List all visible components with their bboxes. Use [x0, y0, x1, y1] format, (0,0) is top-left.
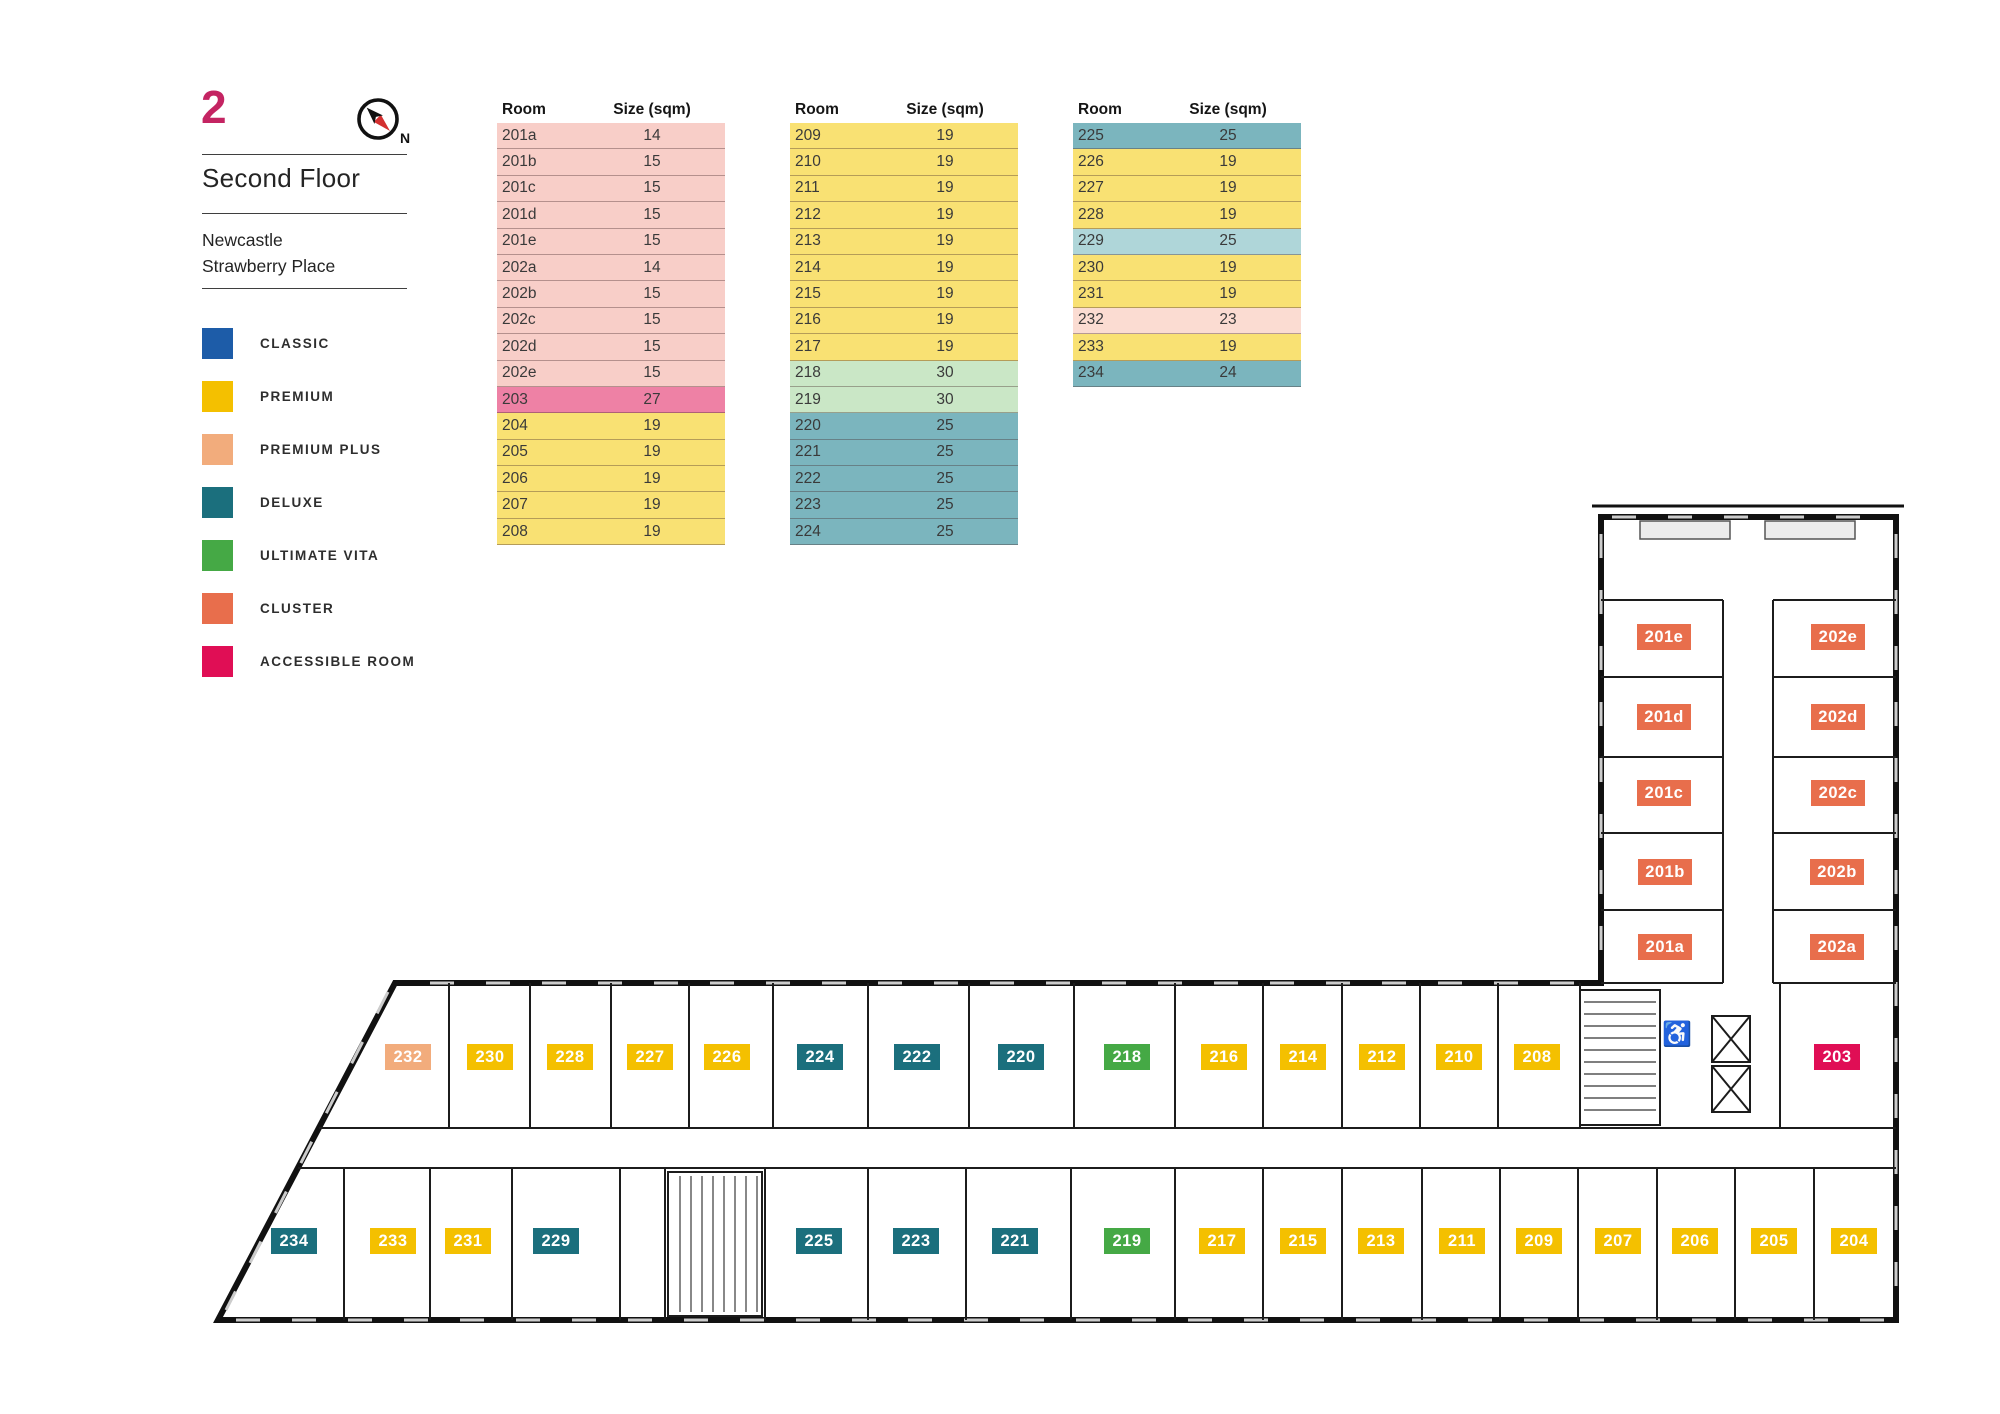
- stairwell-core: [1580, 990, 1660, 1125]
- size-cell: 19: [936, 232, 954, 250]
- room-cell: 201c: [502, 179, 536, 197]
- room-cell: 203: [502, 390, 528, 408]
- room-badge-206: 206: [1672, 1228, 1718, 1254]
- room-cell: 207: [502, 496, 528, 514]
- size-cell: 19: [1219, 285, 1237, 303]
- room-cell: 226: [1078, 153, 1104, 171]
- room-cell: 202c: [502, 311, 536, 329]
- room-cell: 201d: [502, 205, 537, 223]
- room-badge-224: 224: [797, 1044, 843, 1070]
- room-cell: 201b: [502, 153, 537, 171]
- room-cell: 214: [795, 258, 821, 276]
- location-line-2: Strawberry Place: [202, 256, 336, 276]
- room-cell: 229: [1078, 232, 1104, 250]
- size-cell: 23: [1219, 311, 1237, 329]
- size-cell: 19: [643, 443, 661, 461]
- room-cell: 202e: [502, 364, 537, 382]
- room-badge-218: 218: [1104, 1044, 1150, 1070]
- room-badge-204: 204: [1831, 1228, 1877, 1254]
- room-cell: 232: [1078, 311, 1104, 329]
- legend-label: CLUSTER: [260, 601, 335, 616]
- room-badge-214: 214: [1280, 1044, 1326, 1070]
- table-header-room: Room: [502, 100, 546, 118]
- size-cell: 14: [643, 258, 661, 276]
- room-badge-217: 217: [1199, 1228, 1245, 1254]
- size-cell: 15: [643, 285, 661, 303]
- room-cell: 210: [795, 153, 821, 171]
- room-cell: 204: [502, 416, 528, 434]
- size-cell: 15: [643, 205, 661, 223]
- size-cell: 14: [643, 126, 661, 144]
- room-cell: 223: [795, 496, 821, 514]
- size-cell: 25: [936, 469, 954, 487]
- room-cell: 212: [795, 205, 821, 223]
- size-cell: 19: [643, 469, 661, 487]
- room-badge-225: 225: [796, 1228, 842, 1254]
- room-badge-201c: 201c: [1637, 780, 1691, 806]
- size-cell: 25: [936, 496, 954, 514]
- room-cell: 205: [502, 443, 528, 461]
- room-badge-234: 234: [271, 1228, 317, 1254]
- room-cell: 217: [795, 337, 821, 355]
- room-cell: 224: [795, 522, 821, 540]
- size-cell: 19: [936, 258, 954, 276]
- stairwell-west: [668, 1172, 762, 1316]
- size-cell: 19: [936, 205, 954, 223]
- room-cell: 216: [795, 311, 821, 329]
- room-badge-208: 208: [1514, 1044, 1560, 1070]
- room-badge-223: 223: [893, 1228, 939, 1254]
- room-cell: 202d: [502, 337, 537, 355]
- legend-label: DELUXE: [260, 495, 324, 510]
- legend-label: PREMIUM PLUS: [260, 442, 382, 457]
- size-cell: 25: [936, 522, 954, 540]
- size-cell: 19: [1219, 205, 1237, 223]
- size-cell: 25: [1219, 126, 1237, 144]
- size-cell: 25: [936, 416, 954, 434]
- floor-number: 2: [201, 81, 227, 133]
- room-badge-221: 221: [992, 1228, 1038, 1254]
- compass-north-label: N: [400, 130, 411, 146]
- room-badge-219: 219: [1104, 1228, 1150, 1254]
- accessible-icon: ♿: [1662, 1021, 1692, 1048]
- legend-label: ULTIMATE VITA: [260, 548, 380, 563]
- room-badge-229: 229: [533, 1228, 579, 1254]
- legend-label: ACCESSIBLE ROOM: [260, 654, 416, 669]
- size-cell: 19: [1219, 337, 1237, 355]
- table-header-room: Room: [1078, 100, 1122, 118]
- room-badge-227: 227: [627, 1044, 673, 1070]
- room-badge-230: 230: [467, 1044, 513, 1070]
- room-cell: 202a: [502, 258, 537, 276]
- table-header-room: Room: [795, 100, 839, 118]
- size-cell: 19: [936, 126, 954, 144]
- size-cell: 19: [936, 179, 954, 197]
- size-cell: 19: [936, 311, 954, 329]
- room-badge-212: 212: [1359, 1044, 1405, 1070]
- room-badge-210: 210: [1436, 1044, 1482, 1070]
- size-cell: 15: [643, 364, 661, 382]
- room-cell: 234: [1078, 364, 1104, 382]
- room-cell: 227: [1078, 179, 1104, 197]
- size-cell: 15: [643, 153, 661, 171]
- size-cell: 19: [1219, 258, 1237, 276]
- room-badge-207: 207: [1595, 1228, 1641, 1254]
- room-cell: 220: [795, 416, 821, 434]
- legend-label: PREMIUM: [260, 389, 335, 404]
- room-cell: 213: [795, 232, 821, 250]
- room-badge-202c: 202c: [1811, 780, 1865, 806]
- room-badge-209: 209: [1516, 1228, 1562, 1254]
- room-cell: 219: [795, 390, 821, 408]
- size-cell: 15: [643, 232, 661, 250]
- room-badge-220: 220: [998, 1044, 1044, 1070]
- room-badge-233: 233: [370, 1228, 416, 1254]
- size-cell: 19: [643, 496, 661, 514]
- size-cell: 15: [643, 179, 661, 197]
- room-badge-203: 203: [1814, 1044, 1860, 1070]
- room-badge-215: 215: [1280, 1228, 1326, 1254]
- room-cell: 208: [502, 522, 528, 540]
- table-header-size: Size (sqm): [906, 100, 984, 118]
- room-badge-231: 231: [445, 1228, 491, 1254]
- room-cell: 202b: [502, 285, 537, 303]
- size-cell: 15: [643, 337, 661, 355]
- room-cell: 206: [502, 469, 528, 487]
- size-cell: 19: [936, 337, 954, 355]
- room-cell: 230: [1078, 258, 1104, 276]
- room-badge-205: 205: [1751, 1228, 1797, 1254]
- room-badge-202d: 202d: [1811, 704, 1865, 730]
- size-cell: 19: [936, 285, 954, 303]
- room-cell: 201a: [502, 126, 537, 144]
- room-cell: 222: [795, 469, 821, 487]
- size-cell: 30: [936, 390, 954, 408]
- room-badge-213: 213: [1358, 1228, 1404, 1254]
- table-header-size: Size (sqm): [613, 100, 691, 118]
- table-header-size: Size (sqm): [1189, 100, 1267, 118]
- size-cell: 30: [936, 364, 954, 382]
- room-badge-201a: 201a: [1638, 934, 1692, 960]
- size-cell: 25: [936, 443, 954, 461]
- room-cell: 211: [795, 179, 820, 197]
- room-badge-211: 211: [1439, 1228, 1485, 1254]
- room-badge-232: 232: [385, 1044, 431, 1070]
- room-cell: 218: [795, 364, 821, 382]
- location-line-1: Newcastle: [202, 230, 283, 250]
- size-cell: 19: [936, 153, 954, 171]
- room-badge-202b: 202b: [1810, 859, 1864, 885]
- size-cell: 19: [643, 416, 661, 434]
- page-title: Second Floor: [202, 163, 361, 193]
- size-cell: 24: [1219, 364, 1237, 382]
- room-cell: 209: [795, 126, 821, 144]
- size-cell: 25: [1219, 232, 1237, 250]
- legend-label: CLASSIC: [260, 336, 330, 351]
- size-cell: 15: [643, 311, 661, 329]
- room-badge-201e: 201e: [1637, 624, 1691, 650]
- room-badge-202e: 202e: [1811, 624, 1865, 650]
- size-cell: 19: [1219, 179, 1237, 197]
- room-cell: 233: [1078, 337, 1104, 355]
- room-cell: 221: [795, 443, 821, 461]
- room-cell: 231: [1078, 285, 1104, 303]
- size-cell: 19: [1219, 153, 1237, 171]
- room-badge-202a: 202a: [1810, 934, 1864, 960]
- room-badge-201b: 201b: [1638, 859, 1692, 885]
- room-cell: 228: [1078, 205, 1104, 223]
- size-cell: 27: [643, 390, 661, 408]
- room-cell: 215: [795, 285, 821, 303]
- room-badge-201d: 201d: [1637, 704, 1691, 730]
- room-cell: 201e: [502, 232, 537, 250]
- room-cell: 225: [1078, 126, 1104, 144]
- room-badge-226: 226: [704, 1044, 750, 1070]
- room-badge-222: 222: [894, 1044, 940, 1070]
- room-badge-216: 216: [1201, 1044, 1247, 1070]
- size-cell: 19: [643, 522, 661, 540]
- room-badge-228: 228: [547, 1044, 593, 1070]
